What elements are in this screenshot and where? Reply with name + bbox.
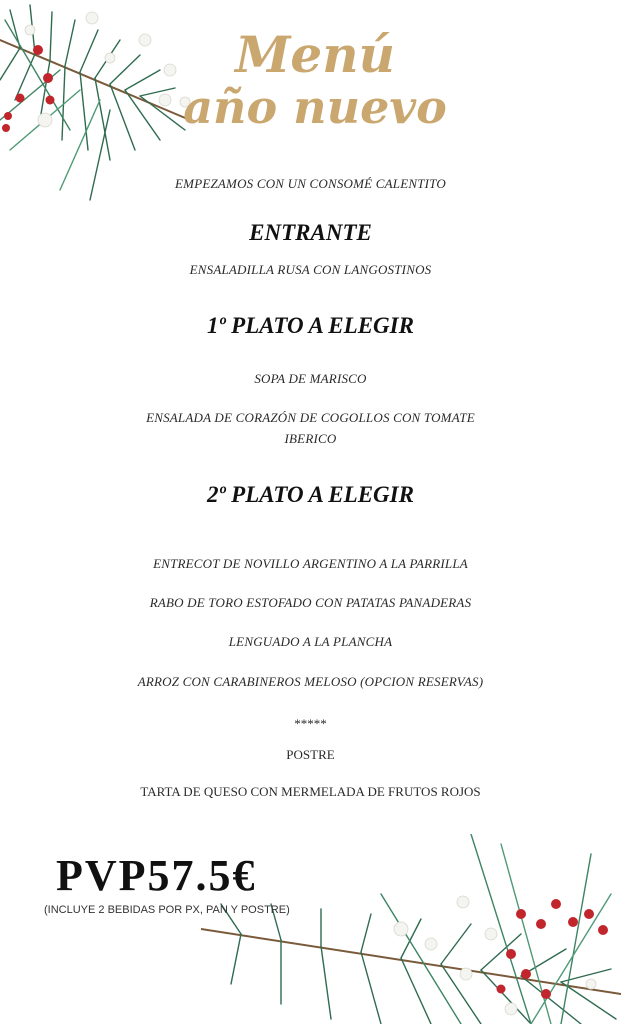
plato2-item: ENTRECOT DE NOVILLO ARGENTINO A LA PARRILLA [153,556,468,571]
plato1-item: SOPA DE MARISCO [254,371,367,386]
section-heading-entrante: ENTRANTE [249,220,372,245]
pine-branch-bottom-right-icon [201,834,621,1024]
plato1-item: ENSALADA DE CORAZÓN DE COGOLLOS CON TOMATE [146,410,475,425]
separator: ***** [294,716,327,731]
plato2-item: ARROZ CON CARABINEROS MELOSO (OPCION RESERVAS) [137,674,484,689]
plato2-item: RABO DE TORO ESTOFADO CON PATATAS PANADERAS [149,595,472,610]
price: PVP57.5€ [56,851,257,900]
section-heading-plato1: 1º PLATO A ELEGIR [207,313,414,338]
postre-item: TARTA DE QUESO CON MERMELADA DE FRUTOS ROJOS [140,784,481,799]
entrante-item: ENSALADILLA RUSA CON LANGOSTINOS [189,262,432,277]
menu-title-line2: año nuevo [183,80,447,134]
section-heading-plato2: 2º PLATO A ELEGIR [207,482,414,507]
intro-text: EMPEZAMOS CON UN CONSOMÉ CALENTITO [175,176,446,191]
menu-title-line1: Menú [235,25,395,84]
plato2-item: LENGUADO A LA PLANCHA [228,634,393,649]
price-note: (INCLUYE 2 BEBIDAS POR PX, PAN Y POSTRE) [44,904,290,916]
plato1-item: IBERICO [284,431,337,446]
section-heading-postre: POSTRE [286,747,335,762]
